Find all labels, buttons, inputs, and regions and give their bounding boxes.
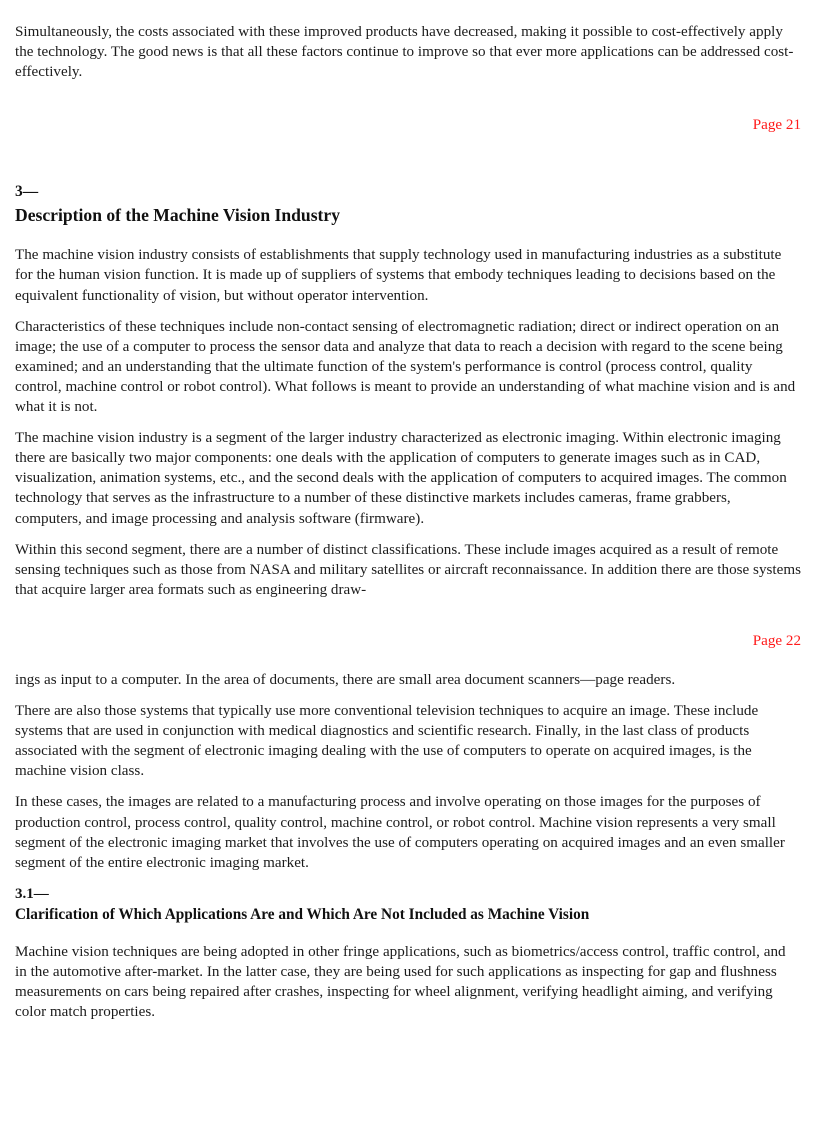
page-title: Description of the Machine Vision Industry — [15, 205, 341, 226]
paragraph-fringe-applications: Machine vision techniques are being adopted in other fringe applications, such as biometrics/access control, traffic control, and in the automotive after-market. In the latter case, they are being used for such applications as inspecting for gap and flushness measurements on cars being repaired after crashes, inspecting for wheel alignment, verifying headlight aiming, and verifying color match properties. — [15, 943, 786, 1021]
section-number: 3.1— — [15, 885, 49, 902]
spacer-before-page-22 — [15, 611, 801, 631]
spacer-after-page-22 — [15, 651, 801, 670]
paragraph-simultaneously-costs: Simultaneously, the costs associated with these improved products have decreased, making it possible to cost-effectively apply the technology. The good news is that all these factors continue to improve so that ever more applications can be addressed cost-effectively. — [15, 24, 794, 81]
section-title: Clarification of Which Applications Are and Which Are Not Included as Machine Vision — [15, 905, 590, 923]
paragraph-segment-electronic-imaging: The machine vision industry is a segment of the larger industry characterized as electronic imaging. Within electronic imaging there are basically two major components: one deals with the application of computers to generate images such as in CAD, visualization, animation systems, etc., and the second deals with the application of computers to acquired images. The common technology that serves as the infrastructure to a number of these distinctive markets includes cameras, frame grabbers, computers, and image processing and analysis software (firmware). — [15, 430, 787, 527]
paragraph-drawings-input-computer: ings as input to a computer. In the area of documents, there are small area document scanners—page readers. — [15, 671, 676, 688]
page-content — [15, 22, 801, 1033]
page-marker-22: Page 22 — [752, 632, 801, 649]
paragraph-television-techniques: There are also those systems that typically use more conventional television techniques to acquire an image. These include systems that are used in conjunction with medical diagnostics and scientific research. Finally, in the last class of products associated with the segment of electronic imaging dealing with the use of computers to operate on acquired images, is the machine vision class. — [15, 703, 759, 780]
chapter-number: 3— — [15, 183, 39, 201]
paragraph-second-segment-classifications: Within this second segment, there are a number of distinct classifications. These include images acquired as a result of remote sensing techniques such as those from NASA and military satellites or aircraft reconnaissance. In addition there are those systems that acquire larger area formats such as engineering draw- — [15, 541, 801, 598]
spacer-after-page-21 — [15, 135, 801, 182]
paragraph-manufacturing-process-images: In these cases, the images are related to a manufacturing process and involve operating on those images for the purposes of production control, process control, quality control, machine control, or robot control. Machine vision represents a very small segment of the electronic imaging market that involves the use of computers operating on acquired images and an even smaller segment of the entire electronic imaging market. — [15, 794, 785, 871]
spacer-before-page-21 — [15, 93, 801, 115]
paragraph-characteristics-techniques: Characteristics of these techniques include non-contact sensing of electromagnetic radiation; direct or indirect operation on an image; the use of a computer to process the sensor data and analyze that data to reach a decision with regard to the scene being examined; and an understanding that the ultimate function of the system's performance is control (process control, quality control, machine control or robot control). What follows is meant to provide an understanding of what machine vision and is and what it is not. — [15, 318, 796, 416]
page-marker-21: Page 21 — [752, 117, 801, 134]
paragraph-industry-consists: The machine vision industry consists of establishments that supply technology used in manufacturing industries as a substitute for the human vision function. It is made up of suppliers of systems that embody techniques leading to decisions based on the equivalent functionality of vision, but without operator intervention. — [15, 247, 782, 304]
